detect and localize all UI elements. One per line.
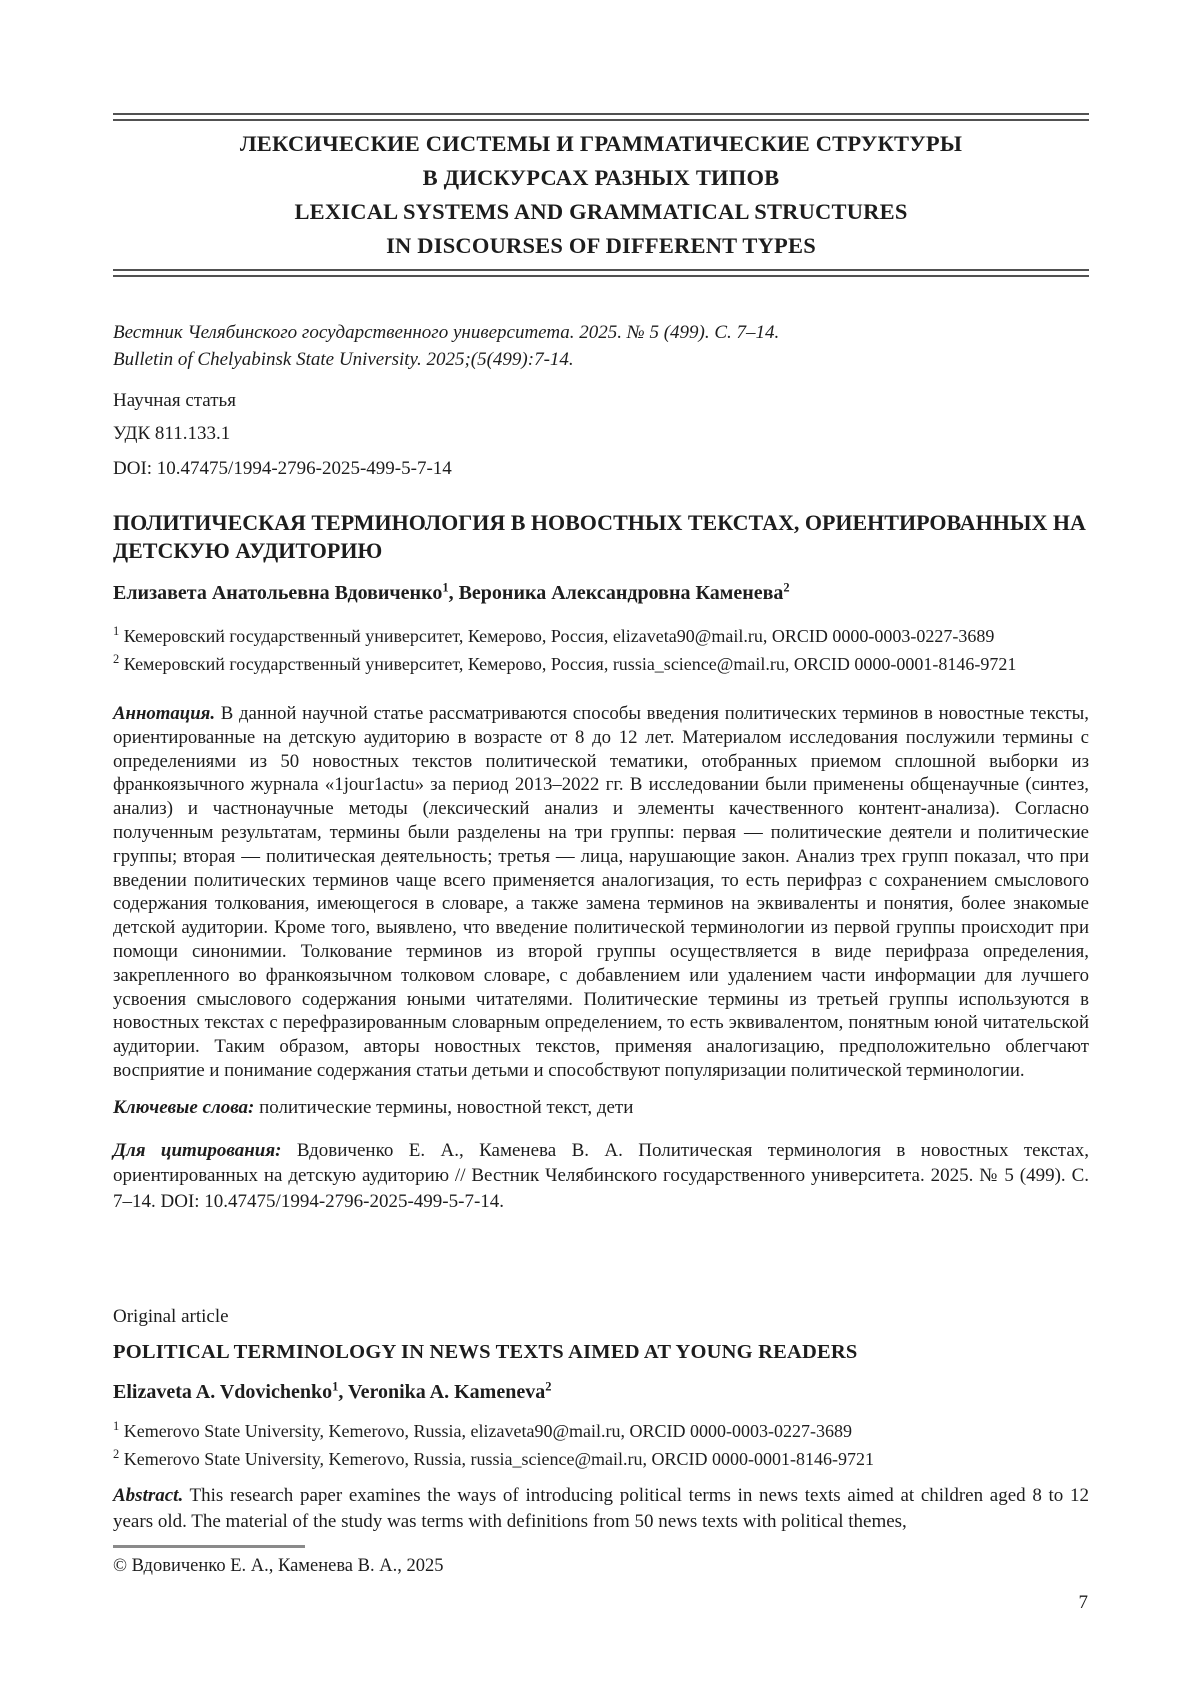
author-en-2-superscript: 2 <box>545 1379 552 1394</box>
series-title-line-2: В ДИСКУРСАХ РАЗНЫХ ТИПОВ <box>422 165 780 190</box>
affiliation-ru-1-text: Кемеровский государственный университет, Кемерово, Россия, elizaveta90@mail.ru, ORCID 0000-0003-0227-3689 <box>123 626 995 646</box>
doi-code: DOI: 10.47475/1994-2796-2025-499-5-7-14 <box>113 458 452 479</box>
author-en-2: Veronika A. Kameneva <box>347 1381 546 1403</box>
page-number: 7 <box>1078 1592 1088 1613</box>
series-title-line-3: LEXICAL SYSTEMS AND GRAMMATICAL STRUCTURES <box>294 199 908 224</box>
footnote <box>113 1545 443 1577</box>
article-title-en: POLITICAL TERMINOLOGY IN NEWS TEXTS AIMED AT YOUNG READERS <box>113 1341 858 1363</box>
authors-en-separator: , <box>338 1381 348 1403</box>
authors-ru <box>113 581 1089 605</box>
affiliation-ru-2 <box>113 654 1089 674</box>
abstract-ru-text: В данной научной статье рассматриваются способы введения политических терминов в новостные тексты, ориентированные на детскую аудиторию в возрасте от 8 до 12 лет. Материалом исследования послужили термины с определениями из 50 новостных текстов политической тематики, отобранных приемом сплошной выборки из франкоязычного журнала «1jour1actu» за период 2013–2022 гг. В исследовании были применены общенаучные (синтез, анализ) и частнонаучные методы (лексический анализ и элементы качественного контент-анализа). Согласно полученным результатам, термины были разделены на три группы: первая — политические деятели и политические группы; вторая — политическая деятельность; третья — лица, нарушающие закон. Анализ трех групп показал, что при введении политических терминов чаще всего применяется аналогизация, то есть перифраз с сохранением смыслового содержания толкования, имеющегося в словаре, а также замена терминов на эквиваленты и понятия, более знакомые детской аудитории. Кроме того, выявлено, что введение политической терминологии из первой группы происходит при помощи синонимии. Толкование терминов из второй группы осуществляется в виде перифраза определения, закрепленного во франкоязычном толковом словаре, с добавлением или удалением части информации для лучшего усвоения смыслового содержания юными читателями. Политические термины из третьей группы используются в новостных текстах с перефразированным словарным определением, то есть эквивалентом, понятным юной читательской аудитории. Таким образом, авторы новостных текстов, применяя аналогизацию, предположительно облегчают восприятие и понимание содержания статьи детьми и способствуют популяризации политической терминологии. <box>113 703 1089 1081</box>
top-double-rule <box>113 113 1089 121</box>
affiliation-en-2-text: Kemerovo State University, Kemerovo, Russia, russia_science@mail.ru, ORCID 0000-0001-8146-9721 <box>123 1449 875 1469</box>
journal-ref-en: Bulletin of Chelyabinsk State University. 2025;(5(499):7-14. <box>113 349 574 370</box>
udc-code: УДК 811.133.1 <box>113 423 231 444</box>
author-ru-1-superscript: 1 <box>442 580 449 595</box>
series-title-line-4: IN DISCOURSES OF DIFFERENT TYPES <box>386 233 816 258</box>
article-type-en: Original article <box>113 1306 229 1327</box>
citation-ru <box>113 1138 1089 1215</box>
affiliation-ru-1-marker: 1 <box>113 624 120 638</box>
authors-separator: , <box>448 582 459 604</box>
author-ru-2: Вероника Александровна Каменева <box>458 582 784 604</box>
abstract-en-label: Abstract. <box>113 1485 184 1506</box>
citation-ru-label: Для цитирования: <box>113 1139 282 1161</box>
keywords-ru-text: политические термины, новостной текст, дети <box>259 1096 634 1118</box>
series-title-line-1: ЛЕКСИЧЕСКИЕ СИСТЕМЫ И ГРАММАТИЧЕСКИЕ СТРУКТУРЫ <box>239 131 963 156</box>
affiliations-ru <box>113 626 1089 674</box>
article-title-ru: ПОЛИТИЧЕСКАЯ ТЕРМИНОЛОГИЯ В НОВОСТНЫХ ТЕКСТАХ, ОРИЕНТИРОВАННЫХ НА ДЕТСКУЮ АУДИТОРИЮ <box>113 510 1086 563</box>
author-en-1: Elizaveta A. Vdovichenko <box>113 1381 333 1403</box>
english-section <box>113 1306 1089 1535</box>
author-ru-2-superscript: 2 <box>783 580 790 595</box>
keywords-ru-label: Ключевые слова: <box>113 1096 255 1118</box>
abstract-en <box>113 1483 1089 1535</box>
bottom-double-rule <box>113 269 1089 277</box>
abstract-ru <box>113 702 1089 1083</box>
footnote-rule <box>113 1545 305 1548</box>
abstract-en-text: This research paper examines the ways of introducing political terms in news texts aimed at children aged 8 to 12 years old. The material of the study was terms with definitions from 50 news texts with political themes, <box>113 1485 1089 1532</box>
author-en-1-superscript: 1 <box>332 1379 339 1394</box>
affiliation-en-2-marker: 2 <box>113 1447 120 1461</box>
affiliation-en-1-marker: 1 <box>113 1419 120 1433</box>
article-type-ru: Научная статья <box>113 390 236 411</box>
affiliation-en-1 <box>113 1421 1089 1441</box>
authors-en <box>113 1380 1089 1404</box>
abstract-ru-label: Аннотация. <box>113 703 216 724</box>
affiliation-ru-2-marker: 2 <box>113 652 120 666</box>
copyright-note: © Вдовиченко Е. А., Каменева В. А., 2025 <box>113 1556 444 1576</box>
affiliation-ru-2-text: Кемеровский государственный университет, Кемерово, Россия, russia_science@mail.ru, ORCID 0000-0001-8146-9721 <box>123 654 1017 674</box>
keywords-ru <box>113 1096 1089 1119</box>
affiliations-en <box>113 1421 1089 1469</box>
affiliation-ru-1 <box>113 626 1089 646</box>
citation-ru-text: Вдовиченко Е. А., Каменева В. А. Политическая терминология в новостных текстах, ориентированных на детскую аудиторию // Вестник Челябинского государственного университета. 2025. № 5 (499). С. 7–14. DOI: 10.47475/1994-2796-2025-499-5-7-14. <box>113 1139 1090 1212</box>
series-title <box>113 127 1089 263</box>
author-ru-1: Елизавета Анатольевна Вдовиченко <box>113 582 443 604</box>
affiliation-en-1-text: Kemerovo State University, Kemerovo, Russia, elizaveta90@mail.ru, ORCID 0000-0003-0227-3689 <box>123 1421 853 1441</box>
journal-references <box>113 319 1089 373</box>
journal-ref-ru: Вестник Челябинского государственного университета. 2025. № 5 (499). С. 7–14. <box>113 322 780 343</box>
affiliation-en-2 <box>113 1449 1089 1469</box>
main-content <box>113 0 1089 1214</box>
